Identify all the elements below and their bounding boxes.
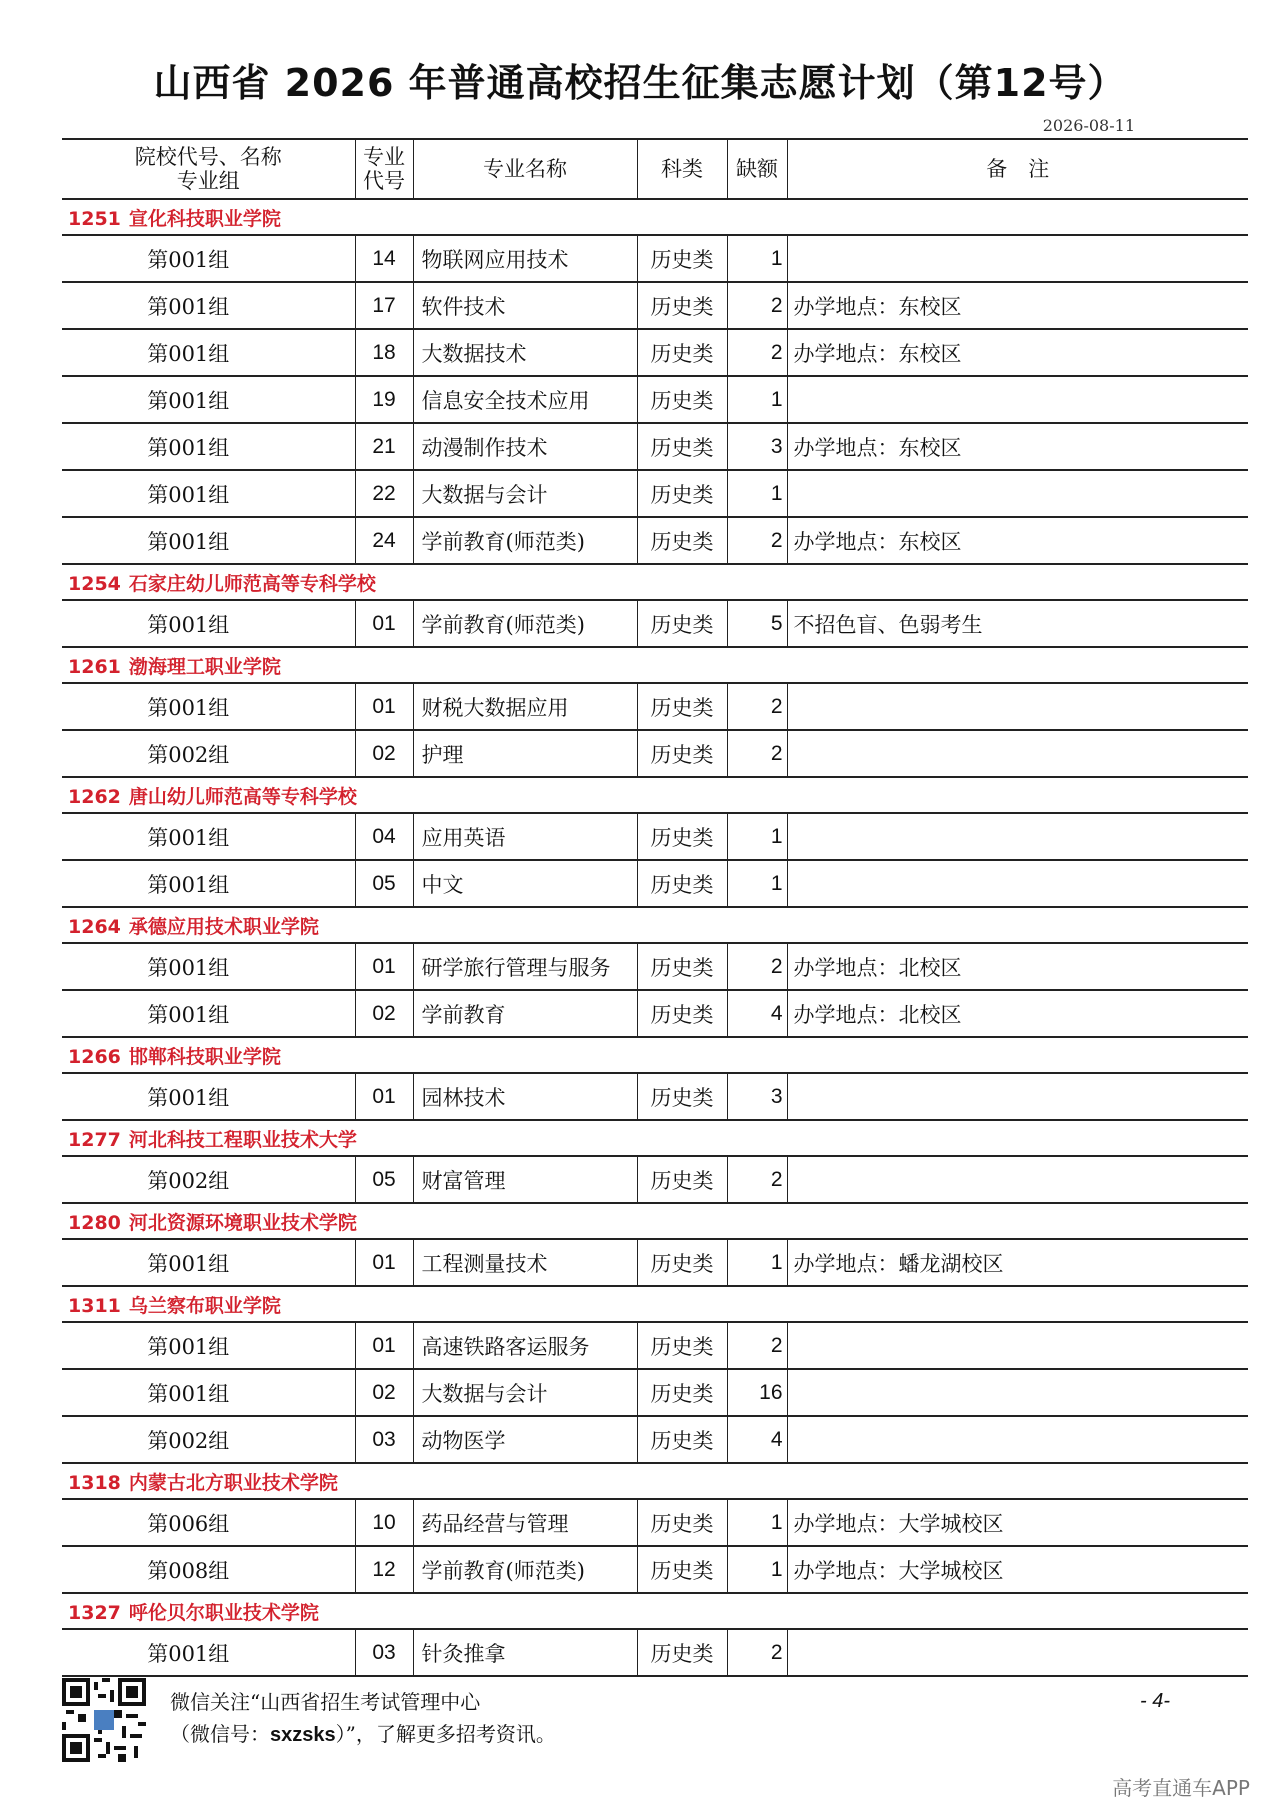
- school-code: 1254: [68, 572, 121, 595]
- note-cell: 办学地点：北校区: [787, 943, 1248, 990]
- major-code-cell: 17: [355, 282, 413, 329]
- school-code: 1251: [68, 207, 121, 230]
- major-code-cell: 24: [355, 517, 413, 564]
- page-number: - 4-: [1140, 1690, 1170, 1712]
- school-name: 呼伦贝尔职业技术学院: [128, 1601, 319, 1624]
- category-cell: 历史类: [637, 1239, 727, 1286]
- group-cell: 第002组: [62, 1416, 355, 1463]
- col-major-code-line1: 专业: [363, 145, 405, 169]
- major-code-cell: 02: [355, 1369, 413, 1416]
- group-cell: 第002组: [62, 1156, 355, 1203]
- note-cell: [787, 860, 1248, 907]
- group-cell: 第001组: [62, 1239, 355, 1286]
- major-name-cell: 财税大数据应用: [413, 683, 637, 730]
- quota-cell: 3: [727, 1073, 787, 1120]
- school-name: 宣化科技职业学院: [128, 207, 281, 230]
- category-cell: 历史类: [637, 813, 727, 860]
- category-cell: 历史类: [637, 1073, 727, 1120]
- category-cell: 历史类: [637, 329, 727, 376]
- table-row: [62, 235, 1248, 282]
- major-code-cell: 05: [355, 1156, 413, 1203]
- major-name-cell: 护理: [413, 730, 637, 777]
- school-header-row: [62, 777, 1248, 813]
- major-code-cell: 22: [355, 470, 413, 517]
- group-cell: 第006组: [62, 1499, 355, 1546]
- table-body: [62, 199, 1248, 1676]
- school-header: [62, 1037, 1248, 1073]
- category-cell: 历史类: [637, 943, 727, 990]
- school-header: [62, 1286, 1248, 1322]
- school-name: 河北资源环境职业技术学院: [128, 1211, 357, 1234]
- note-cell: [787, 1629, 1248, 1676]
- table-row: [62, 1156, 1248, 1203]
- school-code: 1318: [68, 1471, 121, 1494]
- quota-cell: 2: [727, 282, 787, 329]
- table-row: [62, 860, 1248, 907]
- table-row: [62, 813, 1248, 860]
- school-header-row: [62, 907, 1248, 943]
- school-code: 1266: [68, 1045, 121, 1068]
- table-row: [62, 1073, 1248, 1120]
- col-category: 科类: [637, 139, 727, 199]
- note-cell: 办学地点：东校区: [787, 423, 1248, 470]
- footer-line2-suffix: ）”，了解更多招考资讯。: [335, 1722, 556, 1746]
- major-name-cell: 学前教育: [413, 990, 637, 1037]
- major-name-cell: 软件技术: [413, 282, 637, 329]
- school-name: 乌兰察布职业学院: [128, 1294, 281, 1317]
- school-header-row: [62, 1037, 1248, 1073]
- category-cell: 历史类: [637, 1156, 727, 1203]
- table-row: [62, 990, 1248, 1037]
- note-cell: [787, 813, 1248, 860]
- major-name-cell: 针灸推拿: [413, 1629, 637, 1676]
- category-cell: 历史类: [637, 282, 727, 329]
- quota-cell: 3: [727, 423, 787, 470]
- major-code-cell: 03: [355, 1629, 413, 1676]
- school-header: [62, 1593, 1248, 1629]
- school-code: 1261: [68, 655, 121, 678]
- publish-date: 2026-08-11: [1042, 116, 1135, 135]
- school-code: 1262: [68, 785, 121, 808]
- table-row: [62, 470, 1248, 517]
- quota-cell: 16: [727, 1369, 787, 1416]
- major-name-cell: 工程测量技术: [413, 1239, 637, 1286]
- quota-cell: 1: [727, 1499, 787, 1546]
- group-cell: 第001组: [62, 1629, 355, 1676]
- school-name: 渤海理工职业学院: [128, 655, 281, 678]
- group-cell: 第001组: [62, 282, 355, 329]
- major-code-cell: 19: [355, 376, 413, 423]
- enrollment-plan-table: [62, 138, 1248, 1677]
- col-major-name: 专业名称: [413, 139, 637, 199]
- table-row: [62, 1546, 1248, 1593]
- major-name-cell: 信息安全技术应用: [413, 376, 637, 423]
- school-header: [62, 564, 1248, 600]
- group-cell: 第001组: [62, 376, 355, 423]
- note-cell: [787, 1322, 1248, 1369]
- col-school-group-line2: 专业组: [176, 169, 240, 193]
- quota-cell: 2: [727, 1629, 787, 1676]
- quota-cell: 4: [727, 1416, 787, 1463]
- note-cell: [787, 683, 1248, 730]
- col-major-code: [355, 139, 413, 199]
- group-cell: 第001组: [62, 943, 355, 990]
- school-header: [62, 1203, 1248, 1239]
- note-cell: 办学地点：东校区: [787, 282, 1248, 329]
- note-cell: 办学地点：东校区: [787, 329, 1248, 376]
- major-name-cell: 大数据技术: [413, 329, 637, 376]
- table-row: [62, 730, 1248, 777]
- table-row: [62, 282, 1248, 329]
- school-header: [62, 1463, 1248, 1499]
- major-code-cell: 18: [355, 329, 413, 376]
- page-title: 山西省 2026 年普通高校招生征集志愿计划（第12号）: [153, 61, 1127, 105]
- note-cell: [787, 1073, 1248, 1120]
- major-name-cell: 大数据与会计: [413, 1369, 637, 1416]
- quota-cell: 2: [727, 1322, 787, 1369]
- quota-cell: 1: [727, 1546, 787, 1593]
- category-cell: 历史类: [637, 1369, 727, 1416]
- table-row: [62, 1239, 1248, 1286]
- category-cell: 历史类: [637, 376, 727, 423]
- category-cell: 历史类: [637, 600, 727, 647]
- note-cell: 办学地点：东校区: [787, 517, 1248, 564]
- group-cell: 第001组: [62, 470, 355, 517]
- major-name-cell: 动物医学: [413, 1416, 637, 1463]
- table-row: [62, 1369, 1248, 1416]
- major-code-cell: 02: [355, 990, 413, 1037]
- quota-cell: 1: [727, 470, 787, 517]
- group-cell: 第001组: [62, 683, 355, 730]
- school-header-row: [62, 1463, 1248, 1499]
- group-cell: 第001组: [62, 1369, 355, 1416]
- group-cell: 第001组: [62, 860, 355, 907]
- category-cell: 历史类: [637, 683, 727, 730]
- school-header-row: [62, 1593, 1248, 1629]
- major-name-cell: 高速铁路客运服务: [413, 1322, 637, 1369]
- school-code: 1327: [68, 1601, 121, 1624]
- quota-cell: 2: [727, 683, 787, 730]
- school-header-row: [62, 647, 1248, 683]
- category-cell: 历史类: [637, 235, 727, 282]
- note-cell: [787, 1369, 1248, 1416]
- col-school-group: [62, 139, 355, 199]
- note-cell: 不招色盲、色弱考生: [787, 600, 1248, 647]
- table-row: [62, 517, 1248, 564]
- table-row: [62, 683, 1248, 730]
- group-cell: 第001组: [62, 235, 355, 282]
- quota-cell: 1: [727, 813, 787, 860]
- wechat-account: sxzsks: [270, 1724, 336, 1746]
- category-cell: 历史类: [637, 1416, 727, 1463]
- school-header: [62, 647, 1248, 683]
- school-code: 1311: [68, 1294, 121, 1317]
- school-header-row: [62, 564, 1248, 600]
- school-name: 唐山幼儿师范高等专科学校: [128, 785, 357, 808]
- table-row: [62, 376, 1248, 423]
- school-header-row: [62, 1203, 1248, 1239]
- major-code-cell: 14: [355, 235, 413, 282]
- quota-cell: 1: [727, 376, 787, 423]
- major-code-cell: 10: [355, 1499, 413, 1546]
- major-code-cell: 12: [355, 1546, 413, 1593]
- category-cell: 历史类: [637, 517, 727, 564]
- school-header-row: [62, 199, 1248, 235]
- category-cell: 历史类: [637, 990, 727, 1037]
- note-cell: [787, 376, 1248, 423]
- major-name-cell: 园林技术: [413, 1073, 637, 1120]
- school-header: [62, 907, 1248, 943]
- table-row: [62, 1322, 1248, 1369]
- footer-line2-prefix: （微信号：: [170, 1722, 270, 1746]
- school-header: [62, 777, 1248, 813]
- category-cell: 历史类: [637, 1546, 727, 1593]
- group-cell: 第001组: [62, 600, 355, 647]
- major-name-cell: 物联网应用技术: [413, 235, 637, 282]
- major-name-cell: 研学旅行管理与服务: [413, 943, 637, 990]
- category-cell: 历史类: [637, 470, 727, 517]
- note-cell: 办学地点：大学城校区: [787, 1499, 1248, 1546]
- col-school-group-line1: 院校代号、名称: [134, 145, 282, 169]
- category-cell: 历史类: [637, 1499, 727, 1546]
- group-cell: 第002组: [62, 730, 355, 777]
- table-row: [62, 600, 1248, 647]
- major-name-cell: 药品经营与管理: [413, 1499, 637, 1546]
- school-code: 1280: [68, 1211, 121, 1234]
- school-header-row: [62, 1286, 1248, 1322]
- major-name-cell: 学前教育(师范类): [413, 600, 637, 647]
- major-code-cell: 01: [355, 1322, 413, 1369]
- table-row: [62, 1416, 1248, 1463]
- quota-cell: 2: [727, 730, 787, 777]
- major-name-cell: 学前教育(师范类): [413, 1546, 637, 1593]
- table-row: [62, 1499, 1248, 1546]
- quota-cell: 2: [727, 943, 787, 990]
- school-name: 内蒙古北方职业技术学院: [128, 1471, 338, 1494]
- note-cell: [787, 1156, 1248, 1203]
- table-row: [62, 329, 1248, 376]
- footer-text: [170, 1686, 556, 1751]
- note-cell: [787, 470, 1248, 517]
- group-cell: 第001组: [62, 813, 355, 860]
- note-cell: [787, 730, 1248, 777]
- major-name-cell: 财富管理: [413, 1156, 637, 1203]
- group-cell: 第008组: [62, 1546, 355, 1593]
- school-name: 河北科技工程职业技术大学: [128, 1128, 357, 1151]
- quota-cell: 2: [727, 329, 787, 376]
- school-name: 邯郸科技职业学院: [128, 1045, 281, 1068]
- major-code-cell: 01: [355, 1073, 413, 1120]
- table-row: [62, 1629, 1248, 1676]
- major-name-cell: 中文: [413, 860, 637, 907]
- table-row: [62, 943, 1248, 990]
- major-code-cell: 02: [355, 730, 413, 777]
- qr-code-icon: [62, 1678, 146, 1762]
- group-cell: 第001组: [62, 1322, 355, 1369]
- note-cell: 办学地点：大学城校区: [787, 1546, 1248, 1593]
- quota-cell: 1: [727, 235, 787, 282]
- major-code-cell: 21: [355, 423, 413, 470]
- school-header: [62, 1120, 1248, 1156]
- major-code-cell: 04: [355, 813, 413, 860]
- footer-line2: [170, 1718, 556, 1751]
- major-name-cell: 大数据与会计: [413, 470, 637, 517]
- group-cell: 第001组: [62, 990, 355, 1037]
- major-name-cell: 应用英语: [413, 813, 637, 860]
- school-code: 1277: [68, 1128, 121, 1151]
- table-header-row: [62, 139, 1248, 199]
- note-cell: 办学地点：北校区: [787, 990, 1248, 1037]
- school-name: 承德应用技术职业学院: [128, 915, 319, 938]
- group-cell: 第001组: [62, 517, 355, 564]
- quota-cell: 5: [727, 600, 787, 647]
- major-code-cell: 05: [355, 860, 413, 907]
- quota-cell: 1: [727, 860, 787, 907]
- major-code-cell: 01: [355, 600, 413, 647]
- group-cell: 第001组: [62, 423, 355, 470]
- watermark: 高考直通车APP: [1112, 1776, 1250, 1800]
- major-name-cell: 学前教育(师范类): [413, 517, 637, 564]
- school-header: [62, 199, 1248, 235]
- category-cell: 历史类: [637, 730, 727, 777]
- major-code-cell: 03: [355, 1416, 413, 1463]
- col-quota: 缺额: [727, 139, 787, 199]
- group-cell: 第001组: [62, 1073, 355, 1120]
- note-cell: 办学地点：蟠龙湖校区: [787, 1239, 1248, 1286]
- col-major-code-line2: 代号: [363, 169, 405, 193]
- quota-cell: 4: [727, 990, 787, 1037]
- major-name-cell: 动漫制作技术: [413, 423, 637, 470]
- note-cell: [787, 1416, 1248, 1463]
- category-cell: 历史类: [637, 1629, 727, 1676]
- school-name: 石家庄幼儿师范高等专科学校: [128, 572, 376, 595]
- school-header-row: [62, 1120, 1248, 1156]
- note-cell: [787, 235, 1248, 282]
- quota-cell: 2: [727, 517, 787, 564]
- category-cell: 历史类: [637, 423, 727, 470]
- table-row: [62, 423, 1248, 470]
- major-code-cell: 01: [355, 683, 413, 730]
- footer-line1: 微信关注“山西省招生考试管理中心: [170, 1690, 481, 1714]
- school-code: 1264: [68, 915, 121, 938]
- group-cell: 第001组: [62, 329, 355, 376]
- category-cell: 历史类: [637, 860, 727, 907]
- quota-cell: 1: [727, 1239, 787, 1286]
- major-code-cell: 01: [355, 943, 413, 990]
- major-code-cell: 01: [355, 1239, 413, 1286]
- quota-cell: 2: [727, 1156, 787, 1203]
- category-cell: 历史类: [637, 1322, 727, 1369]
- col-note: 备 注: [787, 139, 1248, 199]
